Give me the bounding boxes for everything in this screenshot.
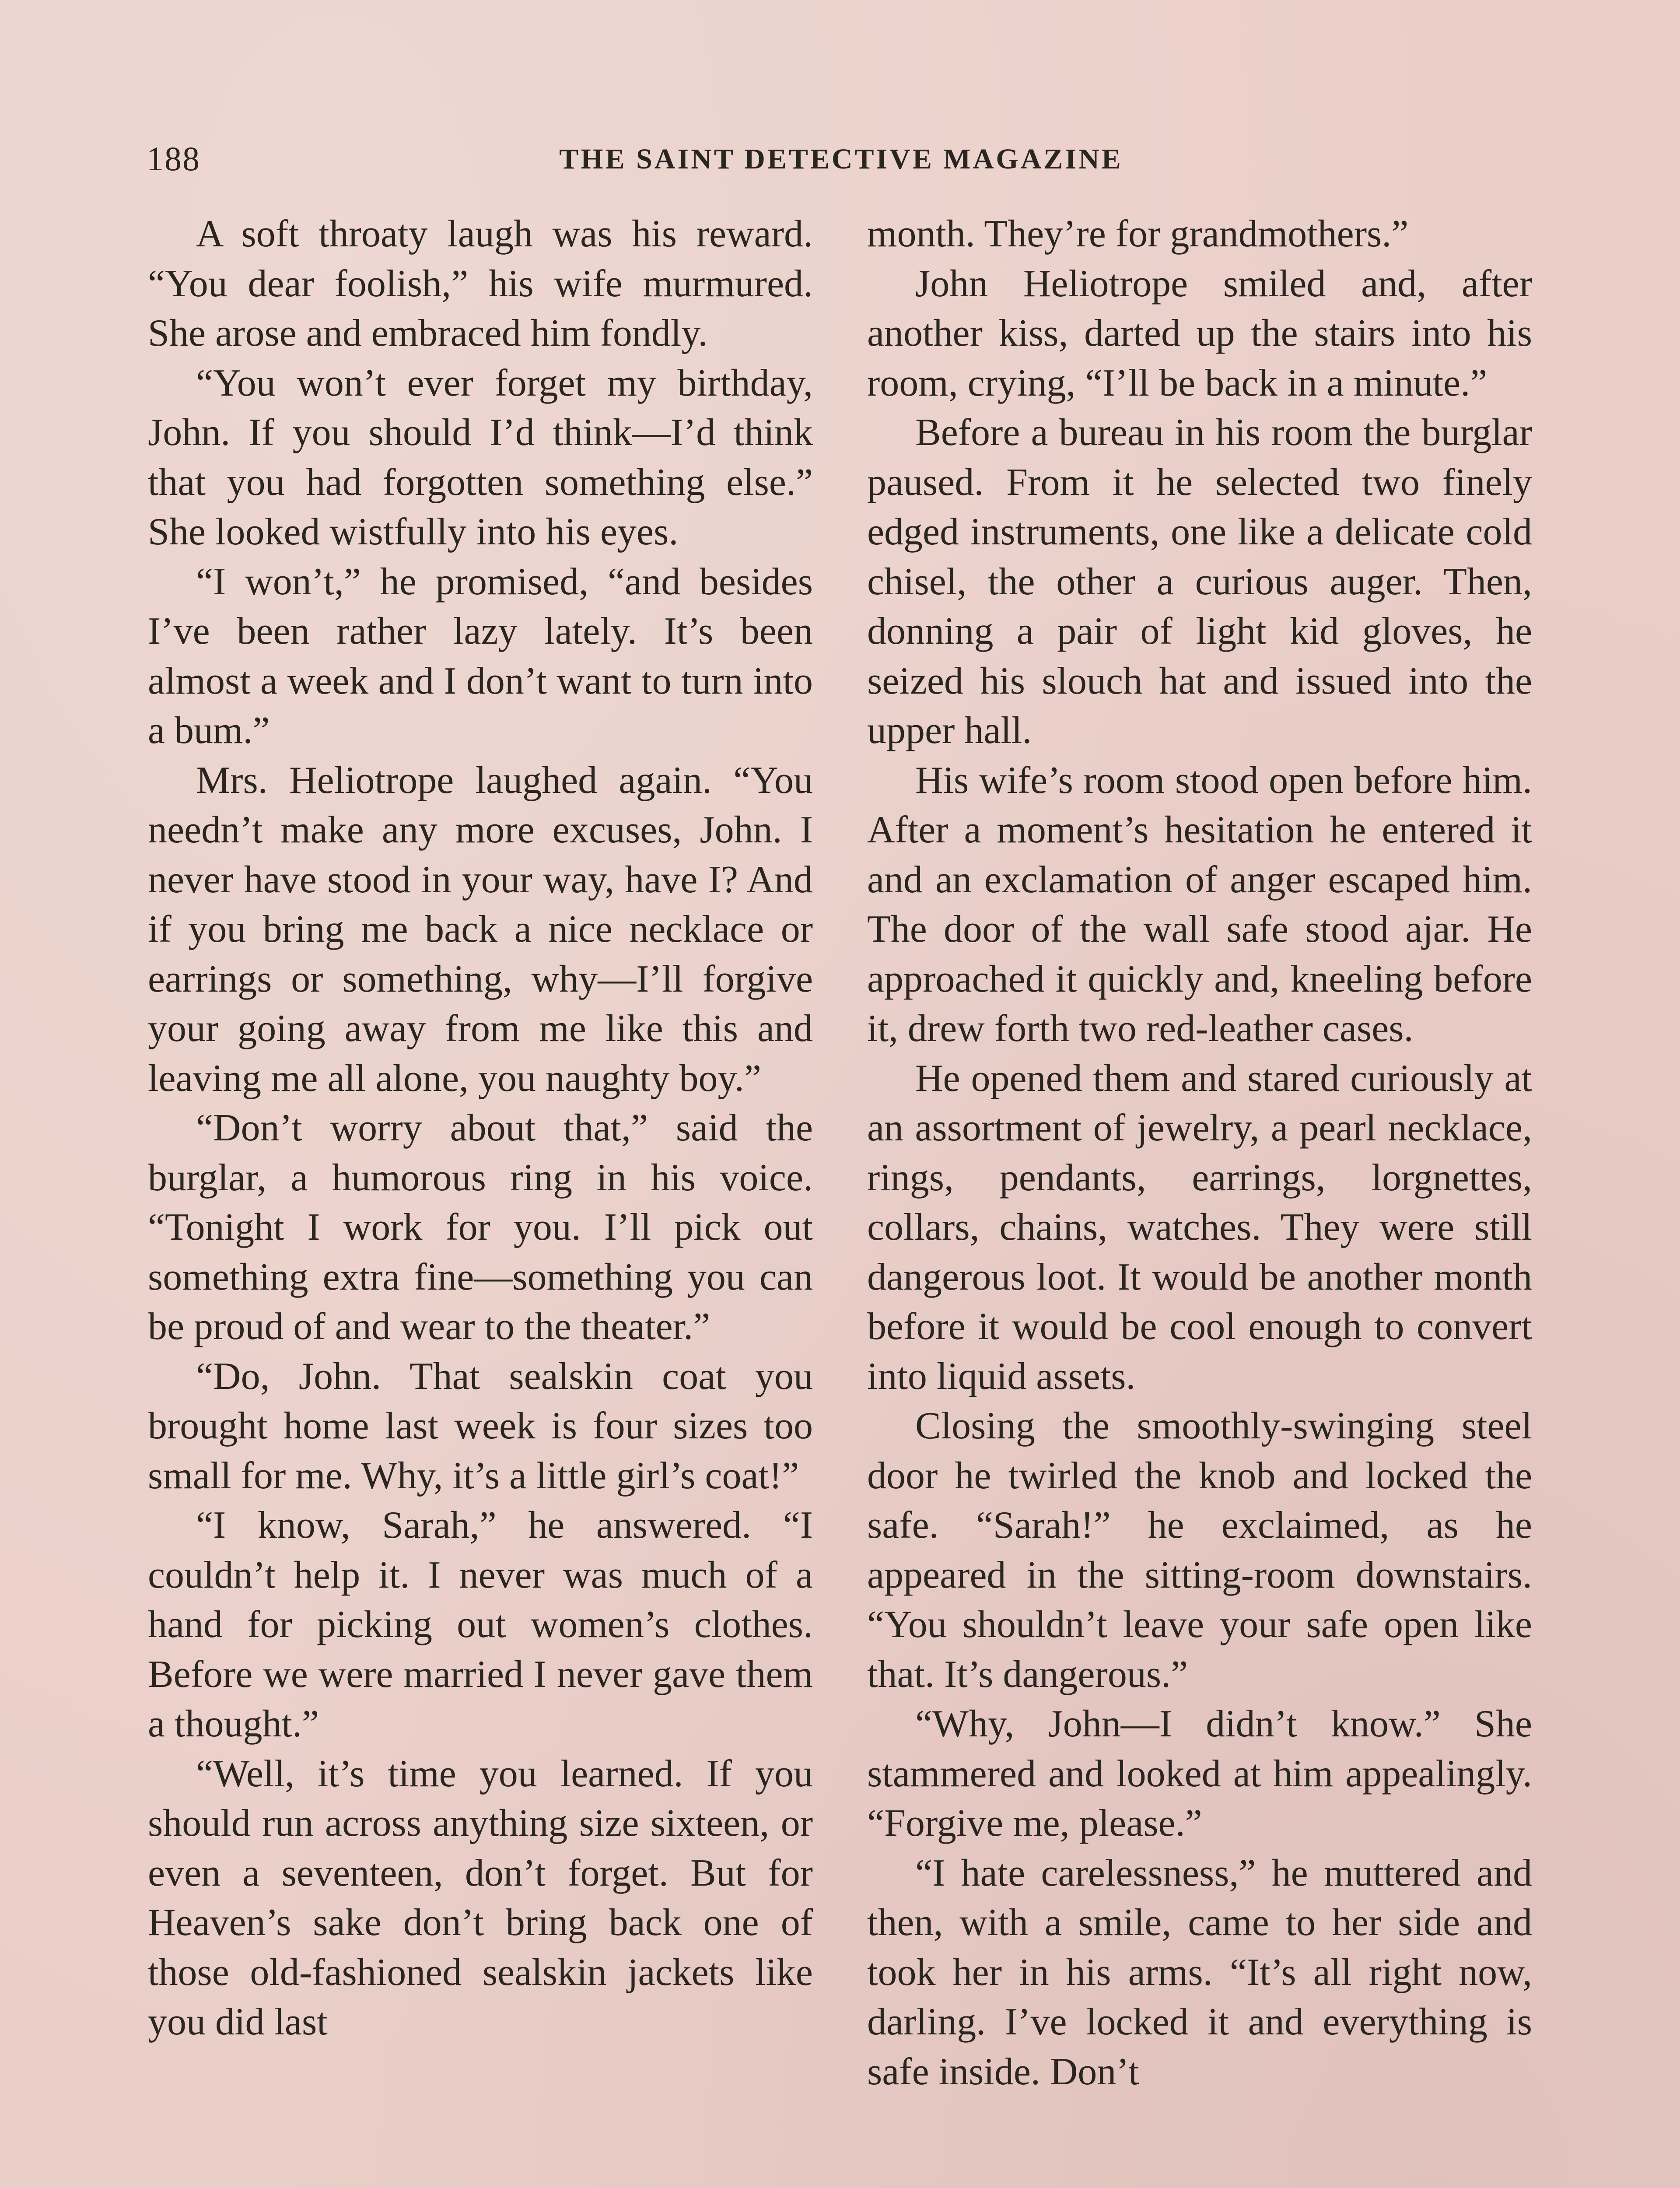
paragraph: Closing the smoothly-swinging steel door he twirled the knob and locked the safe. “Sarah!” he exclaimed, as he appeared in the sitting-room downstairs. “You shouldn’t leave your safe open like that. It’s dangerous.” — [867, 1405, 1532, 1696]
paragraph: “Why, John—I didn’t know.” She stammered and looked at him appealingly. “Forgive me, please.” — [867, 1703, 1532, 1844]
running-head — [147, 139, 1536, 183]
paragraph-continued: month. They’re for grandmothers.” — [867, 213, 1409, 255]
paragraph: Before a bureau in his room the burglar paused. From it he selected two finely edged instruments, one like a delicate cold chisel, the other a curious auger. Then, donning a pair of light kid gloves, he seized his slouch hat and issued into the upper hall. — [867, 411, 1532, 752]
paragraph: Mrs. Heliotrope laughed again. “You needn’t make any more excuses, John. I never have stood in your way, have I? And if you bring me back a nice necklace or earrings or something, why—I’ll forgive your going away from me like this and leaving me all alone, you naughty boy.” — [148, 759, 813, 1100]
paragraph: “I hate carelessness,” he muttered and then, with a smile, came to her side and took her in his arms. “It’s all right now, darling. I’ve locked it and everything is safe inside. Don’t — [867, 1851, 1532, 2093]
right-column — [867, 209, 1532, 2097]
page-number: 188 — [147, 140, 200, 178]
paragraph: “Well, it’s time you learned. If you should run across anything size sixteen, or even a seventeen, don’t forget. But for Heaven’s sake don’t bring back one of those old-fashioned sealskin jackets like you did last — [148, 1752, 813, 2043]
magazine-title: THE SAINT DETECTIVE MAGAZINE — [559, 143, 1123, 175]
paragraph: His wife’s room stood open before him. After a moment’s hesitation he entered it and an exclamation of anger escaped him. The door of the wall safe stood ajar. He approached it quickly and, kneeling before it, drew forth two red-leather cases. — [867, 759, 1532, 1050]
paragraph: “I know, Sarah,” he answered. “I couldn’t help it. I never was much of a hand for picking out women’s clothes. Before we were married I never gave them a thought.” — [148, 1504, 813, 1745]
paragraph: “Do, John. That sealskin coat you brought home last week is four sizes too small for me. Why, it’s a little girl’s coat!” — [148, 1355, 813, 1497]
paragraph: “Don’t worry about that,” said the burglar, a humorous ring in his voice. “Tonight I work for you. I’ll pick out something extra fine—something you can be proud of and wear to the theater.” — [148, 1107, 813, 1348]
left-column — [148, 209, 813, 2047]
paragraph: “You won’t ever forget my birthday, John. If you should I’d think—I’d think that you had forgotten something else.” She looked wistfully into his eyes. — [148, 361, 813, 553]
paragraph: A soft throaty laugh was his reward. “You dear foolish,” his wife murmured. She arose and embraced him fondly. — [148, 213, 813, 354]
paragraph: John Heliotrope smiled and, after another kiss, darted up the stairs into his room, crying, “I’ll be back in a minute.” — [867, 262, 1532, 404]
paragraph: “I won’t,” he promised, “and besides I’ve been rather lazy lately. It’s been almost a week and I don’t want to turn into a bum.” — [148, 560, 813, 752]
paragraph: He opened them and stared curiously at an assortment of jewelry, a pearl necklace, rings, pendants, earrings, lorgnettes, collars, chains, watches. They were still dangerous loot. It would be another month before it would be cool enough to convert into liquid assets. — [867, 1057, 1532, 1398]
